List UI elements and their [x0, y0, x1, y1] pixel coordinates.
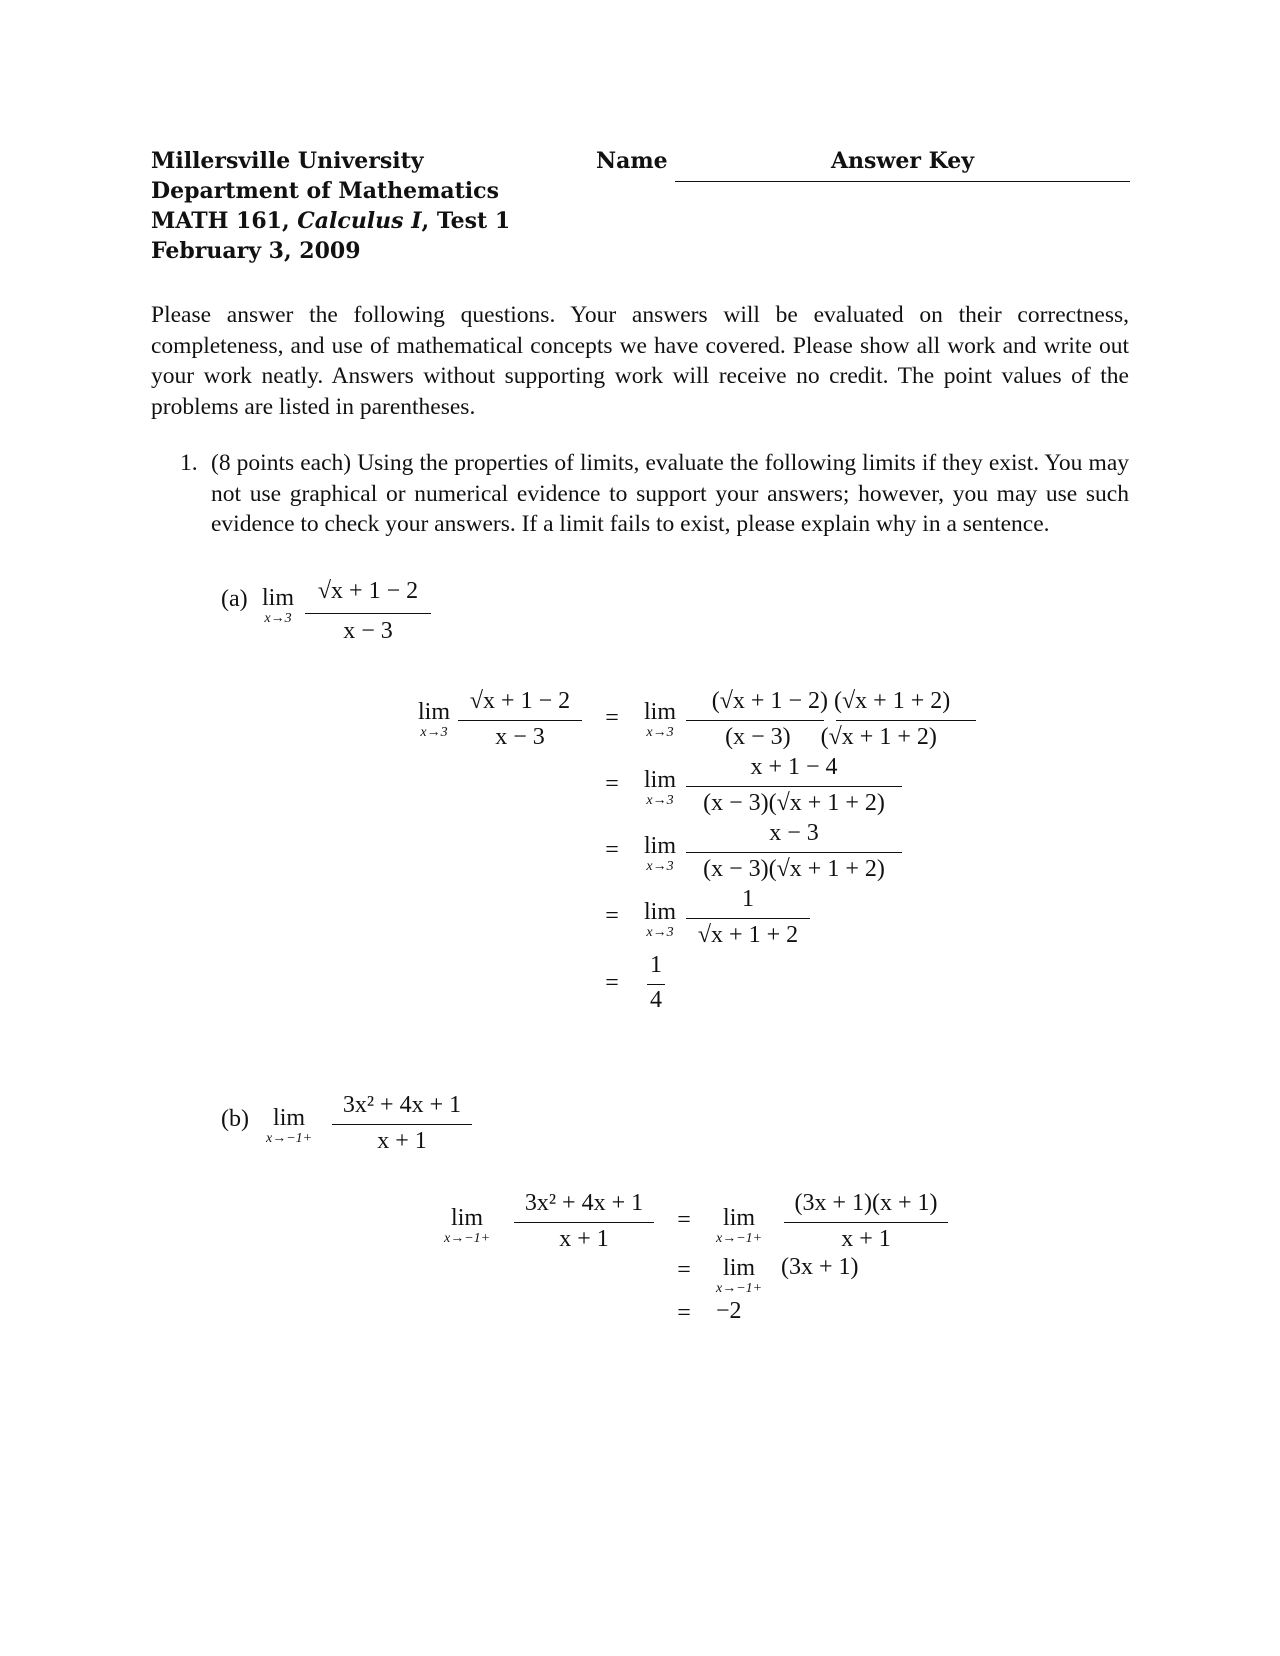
part-b-fraction-bar [332, 1124, 472, 1125]
part-b-numerator: 3x² + 4x + 1 [342, 1092, 462, 1118]
part-b-denominator: x + 1 [377, 1128, 427, 1154]
question-text: (8 points each) Using the properties of limits, evaluate the following limits if they exist. You may not use graphical or numerical evidence to support your answers; however, you may use such evidence to check your answers. If a limit fails to exist, please explain why in a sentence. [211, 450, 1129, 537]
part-a-lim-operator: lim x→3 [262, 585, 295, 626]
part-a-step-numerator: 1 [742, 886, 754, 912]
part-a-step-denominator: (x − 3)(√x + 1 + 2) [703, 856, 885, 882]
part-a-step-lim: lim x→3 [644, 699, 677, 740]
part-a-step-equals: = [605, 970, 619, 996]
part-a-numerator: √x + 1 − 2 [317, 578, 419, 604]
part-a-sol-lhs-den: x − 3 [495, 724, 545, 750]
instructions: Please answer the following questions. Your answers will be evaluated on their correctness, completeness, and use of mathematical concepts we have covered. Please show all work and write out your work neatly. Answers without supporting work will receive no credit. The point values of the problems are listed in parentheses. [151, 302, 1129, 420]
test-date: February 3, 2009 [151, 238, 361, 264]
part-a-limit [262, 586, 300, 626]
part-a-sol-lhs-lim: lim x→3 [418, 699, 451, 740]
part-b-step-lim: lim x→−1+ [716, 1205, 763, 1246]
part-a-step-denominator: √x + 1 + 2 [697, 922, 799, 948]
part-a-step-bar [686, 918, 810, 919]
part-b-step-denominator: x + 1 [841, 1226, 891, 1252]
part-b-step-equals: = [677, 1257, 691, 1283]
part-b-sol-lhs-den: x + 1 [559, 1226, 609, 1252]
part-b-step-equals: = [677, 1300, 691, 1326]
part-b-sol-lhs-bar [514, 1222, 654, 1223]
part-b-sol-lhs-num: 3x² + 4x + 1 [524, 1190, 644, 1216]
part-a-step-denominator: (x − 3)(√x + 1 + 2) [703, 790, 885, 816]
course-prefix: MATH 161, [151, 208, 290, 234]
part-a-denominator: x − 3 [343, 618, 393, 644]
part-a-step-lim: lim x→3 [644, 833, 677, 874]
test-label: , Test 1 [421, 208, 511, 234]
part-b-step-expression: (3x + 1) [781, 1254, 859, 1280]
part-a-step-bar [686, 852, 902, 853]
course-line [151, 206, 510, 236]
part-a-step-equals: = [605, 837, 619, 863]
part-a-sol-lhs-num: √x + 1 − 2 [469, 688, 571, 714]
department-name: Department of Mathematics [151, 178, 499, 204]
part-a-answer-denominator: 4 [650, 987, 662, 1013]
part-a-step-equals: = [605, 771, 619, 797]
part-a-step-numerator: x + 1 − 4 [750, 754, 838, 780]
part-a-step-lim: lim x→3 [644, 899, 677, 940]
part-a-step-bar [686, 720, 824, 721]
part-a-step-numerator: (√x + 1 − 2) (√x + 1 + 2) [711, 688, 951, 714]
part-a-step-equals: = [605, 705, 619, 731]
university-name: Millersville University [151, 148, 424, 174]
part-a-step-denominator: (x − 3) (√x + 1 + 2) [725, 724, 937, 750]
part-b-step-bar [784, 1222, 948, 1223]
part-a-step-bar [686, 786, 902, 787]
part-a-sol-lhs-bar [458, 720, 582, 721]
part-a-answer-numerator: 1 [650, 952, 662, 978]
part-a-step-numerator: x − 3 [769, 820, 819, 846]
part-b-step-equals: = [677, 1207, 691, 1233]
part-b-limit: lim x→−1+ [266, 1105, 313, 1146]
part-b-step-lim: lim x→−1+ [716, 1255, 763, 1296]
name-underline [675, 181, 1130, 182]
part-b-answer: −2 [716, 1298, 742, 1324]
question-number: 1. [180, 450, 198, 476]
course-title: Calculus I [297, 208, 422, 234]
part-b-label: (b) [221, 1106, 249, 1132]
part-a-step-equals: = [605, 903, 619, 929]
part-a-step-lim: lim x→3 [644, 767, 677, 808]
part-a-step-bar [836, 720, 976, 721]
part-a-fraction-bar [305, 613, 431, 614]
part-b-step-numerator: (3x + 1)(x + 1) [794, 1190, 938, 1216]
part-b-sol-lhs-lim: lim x→−1+ [444, 1205, 491, 1246]
name-label: Name [596, 148, 668, 174]
name-value: Answer Key [830, 148, 975, 174]
part-a-answer-bar [647, 984, 665, 985]
part-a-label: (a) [221, 586, 248, 612]
